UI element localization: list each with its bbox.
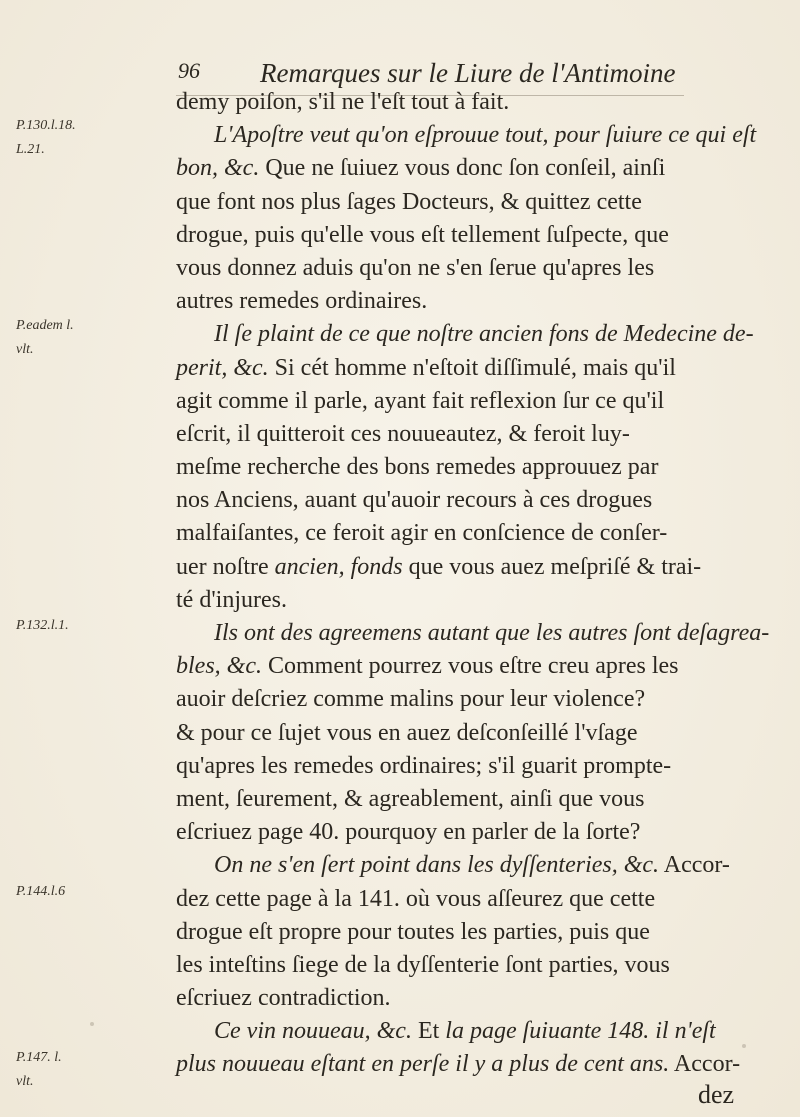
text-line: [176, 849, 766, 882]
roman-text: Comment pourrez vous eſtre creu apres les: [261, 653, 679, 680]
roman-text: les inteſtins ſiege de la dyſſenterie ſont parties, vous: [176, 951, 670, 978]
italic-text: ancien, fonds: [274, 553, 403, 580]
text-line: [176, 683, 766, 716]
text-line: [176, 318, 766, 351]
text-line: [176, 916, 766, 949]
roman-text: nos Anciens, auant qu'auoir recours à ces drogues: [176, 487, 653, 514]
roman-text: que vous auez meſpriſé & trai-: [402, 553, 702, 580]
text-line: [176, 252, 766, 285]
roman-text: Et: [411, 1018, 446, 1045]
margin-note: P.147. l.: [16, 1050, 62, 1065]
roman-text: agit comme il parle, ayant fait reflexion ſur ce qu'il: [176, 387, 665, 414]
roman-text: ment, ſeurement, & agreablement, ainſi que vous: [176, 785, 645, 812]
italic-text: bon, &c.: [176, 155, 260, 182]
margin-notes: [0, 0, 170, 1117]
roman-text: drogue, puis qu'elle vous eſt tellement ſuſpecte, que: [176, 221, 669, 248]
margin-note: P.144.l.6: [16, 884, 66, 899]
text-line: [176, 152, 766, 185]
italic-text: plus nouueau eſtant en perſe il y a plus de cent ans.: [176, 1051, 670, 1078]
roman-text: uer noſtre: [176, 553, 275, 580]
text-line: [176, 186, 766, 219]
text-line: [176, 883, 766, 916]
running-title: Remarques sur le Liure de l'Antimoine: [260, 58, 676, 88]
italic-text: Il ſe plaint de ce que noſtre ancien fons de Medecine de-: [214, 321, 754, 348]
text-line: [176, 551, 766, 584]
text-line: [176, 949, 766, 982]
roman-text: Accor-: [659, 852, 730, 879]
text-line: [176, 617, 770, 650]
text-line: [176, 1015, 766, 1048]
roman-text: & pour ce ſujet vous en auez deſconſeillé l'vſage: [176, 719, 638, 746]
margin-note: P.130.l.18.: [16, 118, 76, 133]
text-line: [176, 650, 766, 683]
italic-text: Ce vin nouueau, &c.: [214, 1018, 412, 1045]
roman-text: demy poiſon, s'il ne l'eſt tout à fait.: [176, 89, 510, 115]
roman-text: Si cét homme n'eſtoit diſſimulé, mais qu'il: [268, 354, 676, 381]
roman-text: té d'injures.: [176, 586, 287, 613]
paper-speck: [90, 1022, 94, 1026]
roman-text: eſcriuez contradiction.: [176, 985, 391, 1012]
margin-note: P.eadem l.: [16, 318, 74, 333]
roman-text: dez cette page à la 141. où vous aſſeurez que cette: [176, 885, 656, 912]
italic-text: bles, &c.: [176, 653, 262, 680]
roman-text: eſcriuez page 40. pourquoy en parler de la ſorte?: [176, 819, 641, 846]
text-line: [176, 1048, 766, 1081]
margin-note: vlt.: [16, 1074, 34, 1089]
roman-text: vous donnez aduis qu'on ne s'en ſerue qu'apres les: [176, 254, 655, 281]
page-number: 96: [178, 58, 200, 83]
margin-note: P.132.l.1.: [16, 618, 69, 633]
text-line: [176, 418, 766, 451]
text-line: [176, 982, 766, 1015]
paper-speck: [742, 1044, 746, 1048]
italic-text: Ils ont des agreemens autant que les autres ſont deſagrea-: [214, 620, 770, 646]
italic-text: L'Apoſtre veut qu'on eſprouue tout, pour ſuiure ce qui eſt: [214, 122, 757, 149]
text-line: [176, 750, 766, 783]
text-line: [176, 219, 766, 252]
text-line: [176, 86, 766, 119]
text-line: [176, 584, 766, 617]
roman-text: qu'apres les remedes ordinaires; s'il guarit prompte-: [176, 752, 672, 779]
text-line: [176, 285, 766, 318]
text-line: [176, 352, 766, 385]
margin-note: L.21.: [16, 142, 45, 157]
margin-note: vlt.: [16, 342, 34, 357]
text-line: [176, 717, 766, 750]
italic-text: perit, &c.: [176, 354, 269, 381]
text-line: [176, 484, 766, 517]
text-line: [176, 451, 766, 484]
catchword: dez: [698, 1080, 735, 1109]
roman-text: auoir deſcriez comme malins pour leur violence?: [176, 686, 646, 713]
roman-text: Accor-: [669, 1051, 741, 1078]
text-line: [176, 816, 766, 849]
text-line: [176, 119, 766, 152]
body-text: [176, 86, 770, 1082]
roman-text: malfaiſantes, ce feroit agir en conſcience de conſer-: [176, 520, 668, 547]
text-line: [176, 385, 766, 418]
roman-text: eſcrit, il quitteroit ces nouueautez, & feroit luy-: [176, 420, 630, 447]
text-line: [176, 783, 766, 816]
italic-text: On ne s'en ſert point dans les dyſſenteries, &c.: [214, 852, 660, 879]
italic-text: la page ſuiuante 148. il n'eſt: [445, 1018, 716, 1045]
text-line: [176, 517, 766, 550]
roman-text: drogue eſt propre pour toutes les parties, puis que: [176, 918, 650, 945]
roman-text: autres remedes ordinaires.: [176, 288, 428, 315]
roman-text: que font nos plus ſages Docteurs, & quittez cette: [176, 188, 642, 215]
roman-text: Que ne ſuiuez vous donc ſon conſeil, ainſi: [259, 155, 666, 182]
roman-text: meſme recherche des bons remedes approuuez par: [176, 454, 659, 481]
